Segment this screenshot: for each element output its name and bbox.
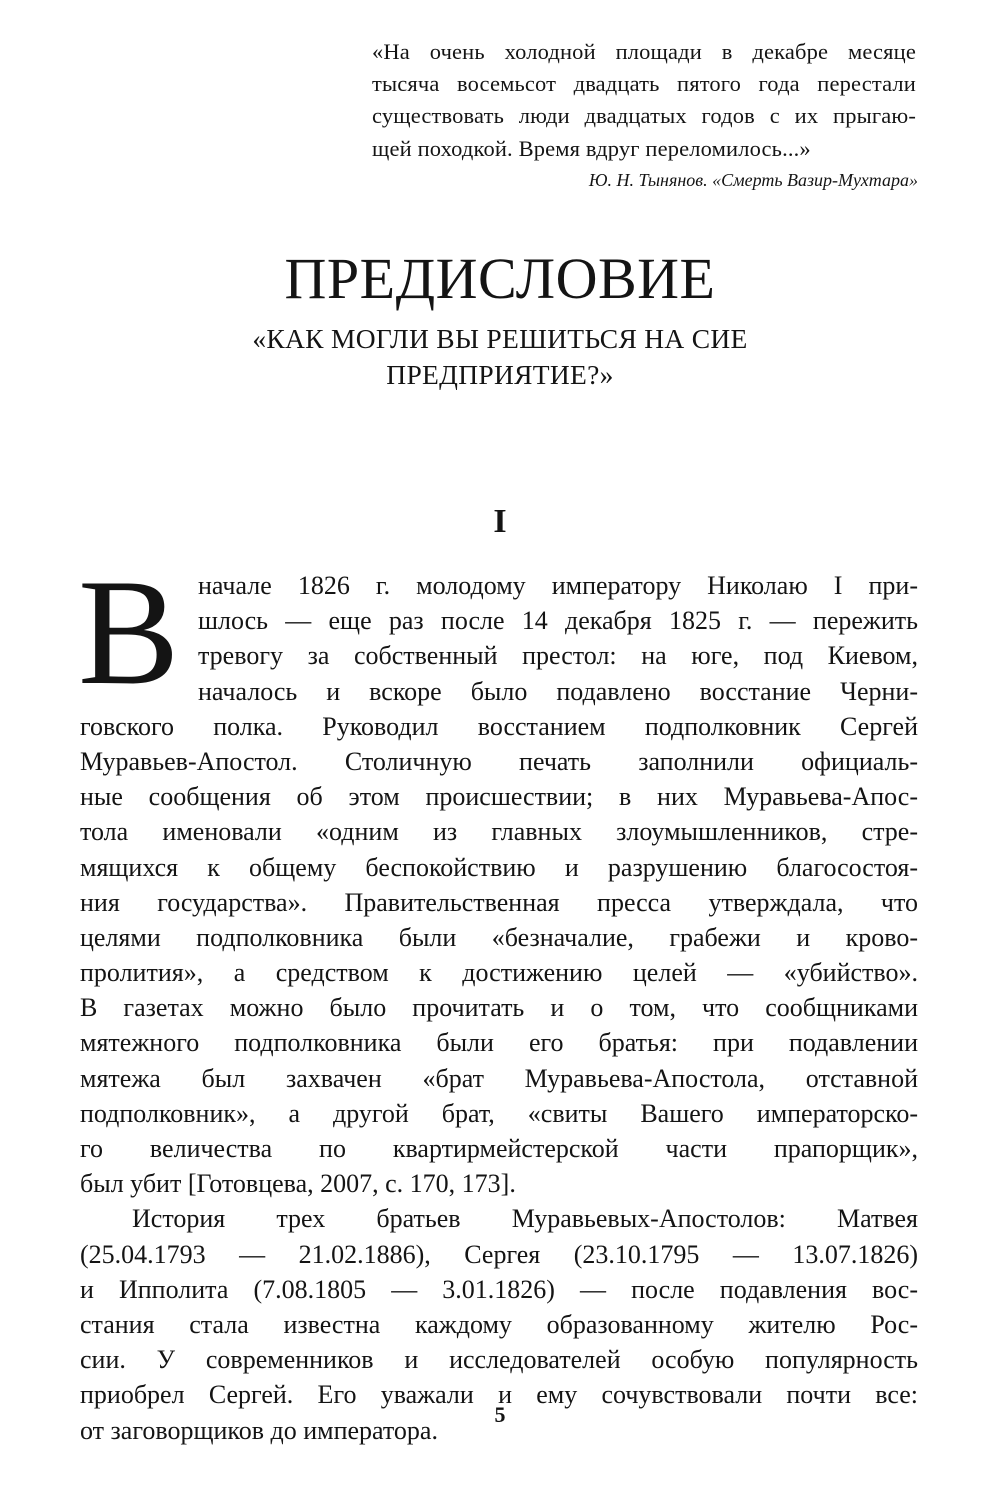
text-line: го величества по квартирмейстерской части прапорщик», [80,1134,918,1163]
chapter-subtitle [150,321,850,393]
epigraph-attribution [589,168,918,192]
epigraph-line: щей походкой. Время вдруг переломилось...» [372,135,811,161]
text-line: говского полка. Руководил восстанием подполковник Сергей [80,711,918,741]
text-line: началось и вскоре было подавлено восстание Черни- [198,676,918,706]
text-line: тола именовали «одним из главных злоумышленников, стре- [80,817,918,847]
text-line: тревогу за собственный престол: на юге, под Киевом, [198,641,918,671]
text-line: и Ипполита (7.08.1805 — 3.01.1826) — после подавления вос- [80,1274,918,1304]
text-line: ные сообщения об этом происшествии; в них Муравьева-Апос- [80,782,918,812]
section-number: I [493,503,507,540]
text-line: шлось — еще раз после 14 декабря 1825 г. — пережить [198,606,918,636]
text-line: ния государства». Правительственная пресса утверждала, что [80,887,918,917]
epigraph-line: существовать люди двадцатых годов с их прыгаю- [372,103,916,129]
body-text [78,548,918,1448]
epigraph-line: «На очень холодной площади в декабре месяце [372,39,916,64]
text-line: В газетах можно было прочитать и о том, что сообщниками [80,993,918,1023]
text-line: (25.04.1793 — 21.02.1886), Сергея (23.10.1795 — 13.07.1826) [80,1239,918,1269]
text-line: История трех братьев Муравьевых-Апостолов: Матвея [132,1204,918,1234]
text-line: целями подполковника были «безначалие, грабежи и крово- [80,922,918,952]
text-line: мящихся к общему беспокойствию и разрушению благосостоя- [80,852,918,882]
epigraph-line: тысяча восемьсот двадцать пятого года перестали [372,71,916,97]
attribution-work: «Смерть Вазир-Мухтара» [712,170,918,190]
text-line: мятежного подполковника были его братья: при подавлении [80,1028,918,1058]
drop-cap: В [78,548,180,716]
text-line: стания стала известна каждому образованному жителю Рос- [80,1309,918,1339]
text-line: подполковник», а другой брат, «свиты Вашего императорско- [80,1098,918,1128]
text-line: мятежа был захвачен «брат Муравьева-Апостола, отставной [80,1063,918,1093]
text-line: от заговорщиков до императора. [80,1415,438,1445]
text-line: приобрел Сергей. Его уважали и ему сочувствовали почти все: [80,1380,918,1410]
subtitle-line: «КАК МОГЛИ ВЫ РЕШИТЬСЯ НА СИЕ [252,323,748,354]
text-line: Муравьев-Апостол. Столичную печать заполнили официаль- [80,746,918,776]
epigraph [372,36,916,165]
subtitle-line: ПРЕДПРИЯТИЕ?» [386,359,614,390]
text-line: был убит [Готовцева, 2007, с. 170, 173]. [80,1169,516,1199]
chapter-title: ПРЕДИСЛОВИЕ [284,246,716,311]
text-line: пролития», а средством к достижению целей — «убийство». [80,958,918,988]
attribution-author: Ю. Н. Тынянов. [588,170,708,190]
text-line: сии. У современников и исследователей особую популярность [80,1345,918,1375]
page-number: 5 [494,1402,506,1427]
text-line: начале 1826 г. молодому императору Николаю I при- [198,571,918,600]
